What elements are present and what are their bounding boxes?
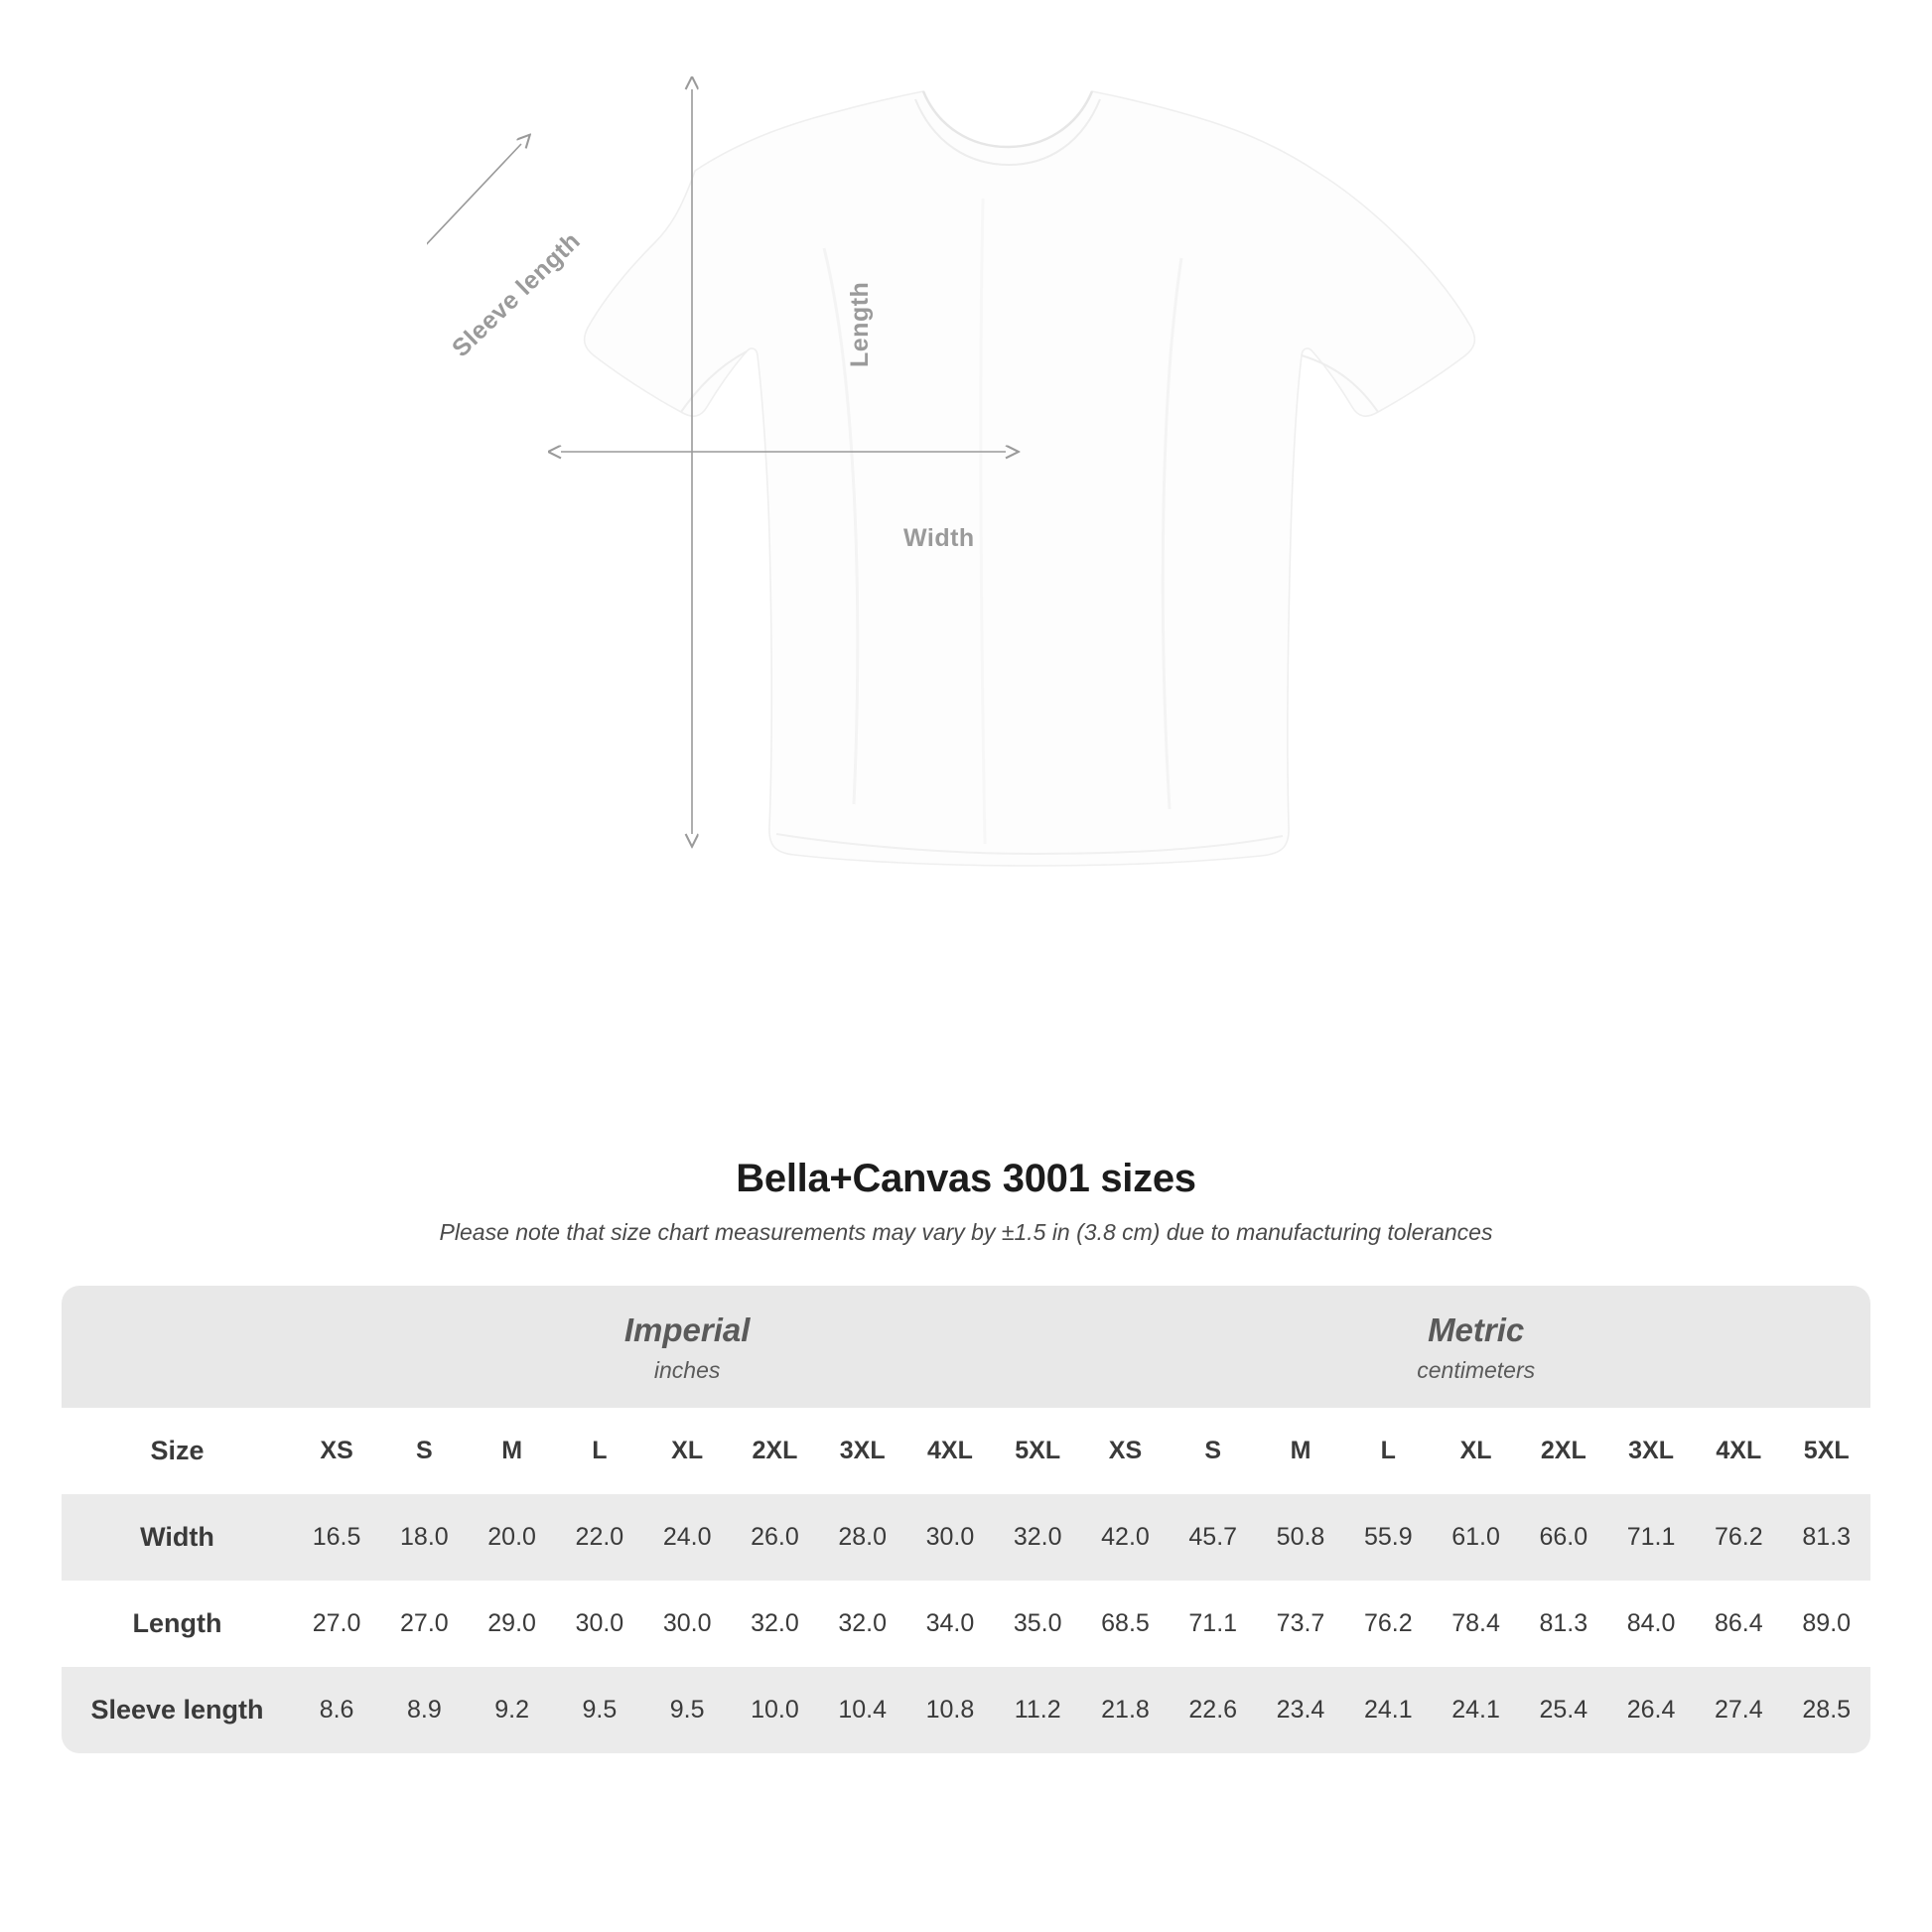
cell-sleeve-metric-s: 22.6 bbox=[1170, 1667, 1257, 1753]
width-dimension-label: Width bbox=[903, 524, 975, 552]
size-header-metric-xs: XS bbox=[1081, 1408, 1169, 1494]
unit-imperial-label: Imperial bbox=[623, 1311, 751, 1348]
cell-length-metric-3xl: 84.0 bbox=[1607, 1581, 1695, 1667]
cell-sleeve-imperial-m: 9.2 bbox=[468, 1667, 555, 1753]
cell-length-metric-m: 73.7 bbox=[1257, 1581, 1344, 1667]
unit-metric-sub: centimeters bbox=[1417, 1357, 1536, 1383]
cell-length-imperial-2xl: 32.0 bbox=[731, 1581, 818, 1667]
cell-width-imperial-l: 22.0 bbox=[556, 1494, 643, 1581]
cell-sleeve-metric-l: 24.1 bbox=[1344, 1667, 1432, 1753]
size-header-metric-l: L bbox=[1344, 1408, 1432, 1494]
size-header-imperial-l: L bbox=[556, 1408, 643, 1494]
cell-sleeve-metric-2xl: 25.4 bbox=[1520, 1667, 1607, 1753]
row-label-sleeve-length: Sleeve length bbox=[62, 1667, 293, 1753]
size-header-metric-4xl: 4XL bbox=[1695, 1408, 1782, 1494]
tshirt-graphic bbox=[427, 69, 1509, 1042]
size-header-imperial-5xl: 5XL bbox=[994, 1408, 1081, 1494]
size-header-metric-2xl: 2XL bbox=[1520, 1408, 1607, 1494]
cell-width-metric-xl: 61.0 bbox=[1432, 1494, 1519, 1581]
size-header-imperial-m: M bbox=[468, 1408, 555, 1494]
cell-length-imperial-l: 30.0 bbox=[556, 1581, 643, 1667]
table-row bbox=[62, 1667, 1870, 1753]
cell-length-metric-l: 76.2 bbox=[1344, 1581, 1432, 1667]
cell-sleeve-metric-5xl: 28.5 bbox=[1782, 1667, 1870, 1753]
cell-width-imperial-xl: 24.0 bbox=[643, 1494, 731, 1581]
title-block bbox=[0, 1157, 1932, 1246]
cell-width-metric-4xl: 76.2 bbox=[1695, 1494, 1782, 1581]
cell-sleeve-metric-xl: 24.1 bbox=[1432, 1667, 1519, 1753]
cell-length-metric-xl: 78.4 bbox=[1432, 1581, 1519, 1667]
cell-sleeve-metric-4xl: 27.4 bbox=[1695, 1667, 1782, 1753]
table-row bbox=[62, 1494, 1870, 1581]
size-header-imperial-3xl: 3XL bbox=[819, 1408, 906, 1494]
unit-metric-label: Metric bbox=[1428, 1311, 1525, 1348]
tolerance-note: Please note that size chart measurements may vary by ±1.5 in (3.8 cm) due to manufacturing tolerances bbox=[439, 1219, 1493, 1245]
cell-sleeve-metric-3xl: 26.4 bbox=[1607, 1667, 1695, 1753]
page-title: Bella+Canvas 3001 sizes bbox=[736, 1157, 1196, 1200]
cell-width-metric-l: 55.9 bbox=[1344, 1494, 1432, 1581]
cell-sleeve-imperial-3xl: 10.4 bbox=[819, 1667, 906, 1753]
cell-length-imperial-3xl: 32.0 bbox=[819, 1581, 906, 1667]
size-header-imperial-2xl: 2XL bbox=[731, 1408, 818, 1494]
size-header-metric-m: M bbox=[1257, 1408, 1344, 1494]
cell-width-imperial-2xl: 26.0 bbox=[731, 1494, 818, 1581]
cell-width-imperial-3xl: 28.0 bbox=[819, 1494, 906, 1581]
size-header-metric-xl: XL bbox=[1432, 1408, 1519, 1494]
cell-length-imperial-xs: 27.0 bbox=[293, 1581, 380, 1667]
cell-length-imperial-4xl: 34.0 bbox=[906, 1581, 994, 1667]
length-dimension-label: Length bbox=[846, 281, 874, 367]
cell-width-metric-3xl: 71.1 bbox=[1607, 1494, 1695, 1581]
cell-width-imperial-s: 18.0 bbox=[380, 1494, 468, 1581]
cell-sleeve-imperial-l: 9.5 bbox=[556, 1667, 643, 1753]
cell-sleeve-imperial-4xl: 10.8 bbox=[906, 1667, 994, 1753]
size-header-imperial-s: S bbox=[380, 1408, 468, 1494]
size-chart-table bbox=[62, 1286, 1870, 1753]
cell-sleeve-metric-xs: 21.8 bbox=[1081, 1667, 1169, 1753]
size-header-imperial-xl: XL bbox=[643, 1408, 731, 1494]
cell-length-metric-xs: 68.5 bbox=[1081, 1581, 1169, 1667]
cell-sleeve-metric-m: 23.4 bbox=[1257, 1667, 1344, 1753]
cell-width-metric-5xl: 81.3 bbox=[1782, 1494, 1870, 1581]
cell-sleeve-imperial-5xl: 11.2 bbox=[994, 1667, 1081, 1753]
cell-sleeve-imperial-s: 8.9 bbox=[380, 1667, 468, 1753]
cell-sleeve-imperial-xs: 8.6 bbox=[293, 1667, 380, 1753]
unit-group-imperial bbox=[293, 1286, 1081, 1408]
unit-group-spacer bbox=[62, 1286, 293, 1408]
cell-width-imperial-4xl: 30.0 bbox=[906, 1494, 994, 1581]
cell-width-imperial-m: 20.0 bbox=[468, 1494, 555, 1581]
size-header-metric-s: S bbox=[1170, 1408, 1257, 1494]
unit-group-header-row bbox=[62, 1286, 1870, 1408]
cell-length-metric-4xl: 86.4 bbox=[1695, 1581, 1782, 1667]
size-header-imperial-4xl: 4XL bbox=[906, 1408, 994, 1494]
cell-length-imperial-5xl: 35.0 bbox=[994, 1581, 1081, 1667]
cell-width-metric-s: 45.7 bbox=[1170, 1494, 1257, 1581]
cell-sleeve-imperial-xl: 9.5 bbox=[643, 1667, 731, 1753]
size-header-imperial-xs: XS bbox=[293, 1408, 380, 1494]
cell-width-metric-xs: 42.0 bbox=[1081, 1494, 1169, 1581]
row-label-width: Width bbox=[62, 1494, 293, 1581]
cell-length-metric-2xl: 81.3 bbox=[1520, 1581, 1607, 1667]
cell-width-metric-m: 50.8 bbox=[1257, 1494, 1344, 1581]
cell-length-metric-s: 71.1 bbox=[1170, 1581, 1257, 1667]
size-header-row bbox=[62, 1408, 1870, 1494]
cell-width-imperial-xs: 16.5 bbox=[293, 1494, 380, 1581]
sleeve-length-dimension-label: Sleeve length bbox=[447, 226, 587, 363]
size-header-metric-3xl: 3XL bbox=[1607, 1408, 1695, 1494]
row-label-length: Length bbox=[62, 1581, 293, 1667]
cell-width-imperial-5xl: 32.0 bbox=[994, 1494, 1081, 1581]
tshirt-icon bbox=[427, 69, 1509, 1042]
cell-length-imperial-xl: 30.0 bbox=[643, 1581, 731, 1667]
unit-imperial-sub: inches bbox=[653, 1357, 721, 1383]
cell-length-imperial-s: 27.0 bbox=[380, 1581, 468, 1667]
cell-width-metric-2xl: 66.0 bbox=[1520, 1494, 1607, 1581]
cell-length-imperial-m: 29.0 bbox=[468, 1581, 555, 1667]
size-header-metric-5xl: 5XL bbox=[1782, 1408, 1870, 1494]
size-header-label: Size bbox=[62, 1408, 293, 1494]
cell-length-metric-5xl: 89.0 bbox=[1782, 1581, 1870, 1667]
size-chart-table-wrapper bbox=[62, 1286, 1870, 1753]
cell-sleeve-imperial-2xl: 10.0 bbox=[731, 1667, 818, 1753]
table-row bbox=[62, 1581, 1870, 1667]
unit-group-metric bbox=[1081, 1286, 1870, 1408]
